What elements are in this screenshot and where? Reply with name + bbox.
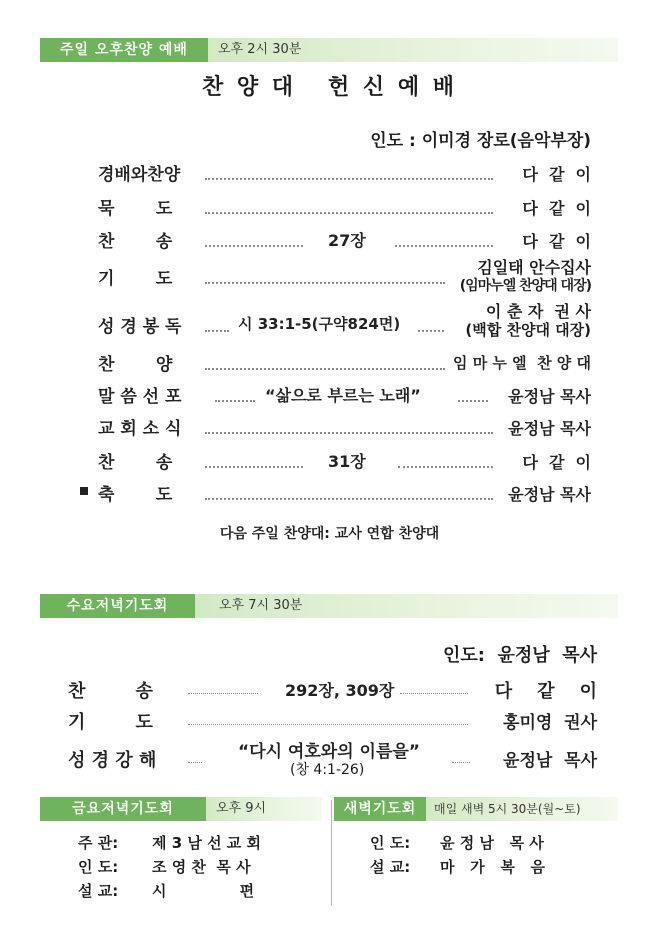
leader-dots — [215, 400, 255, 402]
leader-dots — [452, 762, 470, 763]
sunday-service-label: 주일 오후찬양 예배 — [40, 38, 208, 62]
dawn-sermon-value: 마 가 복 음 — [440, 858, 545, 876]
sunday-header-bar — [40, 38, 618, 62]
friday-sermon-value: 시 편 — [152, 882, 255, 900]
leader-dots — [205, 282, 445, 284]
order-detail: 시 33:1-5(구약824면) — [238, 315, 401, 333]
wednesday-leader: 인도: 윤정남 목사 — [443, 645, 597, 666]
dawn-service-time: 매일 새벽 5시 30분(월~토) — [426, 797, 618, 821]
order-person-note: (백합 찬양대 대장) — [465, 321, 591, 339]
order-label: 기 도 — [98, 269, 173, 289]
order-person-note: (임마누엘 찬양대 대장) — [459, 278, 591, 294]
order-person: 윤정남 목사 — [508, 387, 591, 406]
leader-dots — [395, 245, 493, 247]
leader-dots — [398, 466, 493, 468]
order-label: 교 회 소 식 — [98, 419, 182, 439]
order-label: 찬 양 — [98, 355, 173, 375]
leader-dots — [188, 762, 202, 763]
dawn-service-label: 새벽기도회 — [334, 797, 426, 821]
friday-service-label: 금요저녁기도회 — [40, 797, 206, 821]
leader-dots — [205, 212, 493, 214]
column-divider — [331, 800, 332, 905]
order-person: 윤정남 목사 — [503, 751, 597, 771]
order-label: 축 도 — [98, 485, 173, 505]
sermon-title: “다시 여호와의 이름을” — [238, 742, 420, 762]
leader-dots — [205, 432, 493, 434]
friday-sermon-label: 설 교: — [78, 882, 119, 900]
bullet-square-icon — [80, 487, 88, 495]
order-label: 말 씀 선 포 — [98, 387, 182, 407]
order-person: 다 같 이 — [522, 165, 591, 184]
order-label: 찬 송 — [98, 453, 173, 473]
dawn-sermon-label: 설 교: — [370, 858, 411, 876]
order-person: 김일태 안수집사 — [477, 258, 591, 277]
order-label: 성 경 봉 독 — [98, 317, 182, 337]
sunday-leader: 인도 : 이미경 장로(음악부장) — [370, 131, 591, 151]
wednesday-header-bar — [40, 594, 618, 618]
order-person: 홍미영 권사 — [503, 713, 597, 733]
friday-leader-label: 인 도: — [78, 858, 119, 876]
order-person: 다 같 이 — [522, 453, 591, 472]
order-person: 다 같 이 — [522, 199, 591, 218]
leader-dots — [205, 466, 303, 468]
friday-host-value: 제 3 남 선 교 회 — [152, 834, 261, 852]
order-person: 윤정남 목사 — [508, 419, 591, 438]
leader-dots — [205, 330, 229, 332]
leader-dots — [205, 498, 493, 500]
friday-header-bar — [40, 797, 322, 821]
sermon-title: “삶으로 부르는 노래” — [265, 386, 421, 405]
scripture-reference: (창 4:1-26) — [290, 762, 365, 778]
order-person: 다 같 이 — [494, 681, 597, 702]
order-detail: 27장 — [328, 231, 366, 250]
leader-dots — [205, 368, 445, 370]
order-detail: 31장 — [328, 452, 366, 471]
leader-dots — [188, 724, 468, 725]
order-label: 찬 송 — [68, 681, 153, 702]
sunday-service-time: 오후 2시 30분 — [208, 38, 618, 62]
leader-dots — [188, 693, 258, 694]
wednesday-service-label: 수요저녁기도회 — [40, 594, 195, 618]
dawn-leader-value: 윤 정 남 목 사 — [440, 834, 544, 852]
order-label: 묵 도 — [98, 199, 173, 219]
order-label: 찬 송 — [98, 232, 173, 252]
leader-dots — [205, 178, 493, 180]
sunday-title: 찬 양 대 헌 신 예 배 — [201, 75, 458, 100]
order-person: 이 춘 자 권 사 — [485, 302, 591, 321]
order-label: 기 도 — [68, 712, 153, 733]
dawn-header-bar — [334, 797, 618, 821]
friday-leader-value: 조 영 찬 목 사 — [152, 858, 251, 876]
leader-dots — [205, 245, 303, 247]
friday-host-label: 주 관: — [78, 834, 119, 852]
wednesday-service-time: 오후 7시 30분 — [195, 594, 618, 618]
friday-service-time: 오후 9시 — [206, 797, 322, 821]
order-label: 성 경 강 해 — [68, 750, 157, 771]
order-label: 경배와찬양 — [98, 165, 181, 185]
dawn-leader-label: 인 도: — [370, 834, 411, 852]
order-person: 임 마 누 엘 찬 양 대 — [453, 354, 591, 372]
leader-dots — [458, 400, 488, 402]
order-detail: 292장, 309장 — [285, 681, 395, 700]
next-week-choir: 다음 주일 찬양대: 교사 연합 찬양대 — [219, 526, 440, 542]
leader-dots — [418, 330, 444, 332]
order-person: 다 같 이 — [522, 232, 591, 251]
leader-dots — [400, 693, 468, 694]
order-person: 윤정남 목사 — [508, 485, 591, 504]
